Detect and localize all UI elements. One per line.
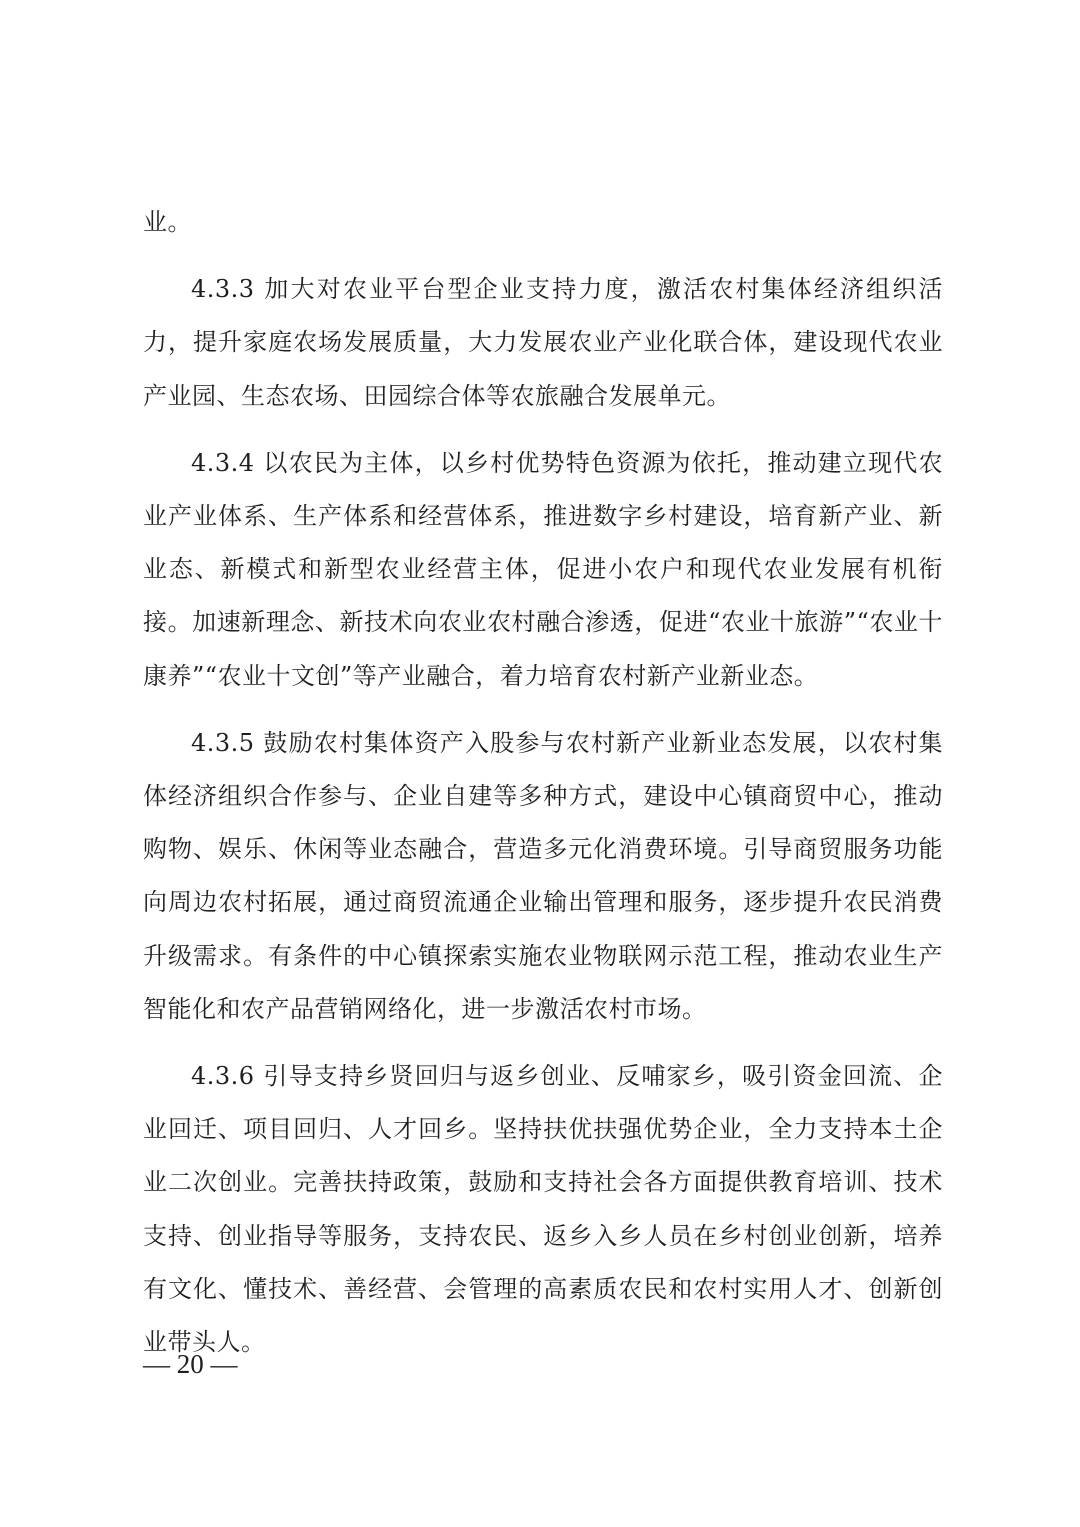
page-number: — 20 — bbox=[143, 1349, 238, 1379]
paragraph-continuation: 业。 bbox=[143, 208, 192, 236]
paragraph-4-3-6: 4.3.6 引导支持乡贤回归与返乡创业、反哺家乡，吸引资金回流、企业回迁、项目回归、人才回乡。坚持扶优扶强优势企业，全力支持本土企业二次创业。完善扶持政策，鼓励和支持社会各方面提供教育培训、技术支持、创业指导等服务，支持农民、返乡入乡人员在乡村创业创新，培养有文化、懂技术、善经营、会管理的高素质农民和农村实用人才、创新创业带头人。 bbox=[143, 1062, 943, 1357]
body-text bbox=[143, 196, 943, 1383]
paragraph-4-3-3: 4.3.3 加大对农业平台型企业支持力度，激活农村集体经济组织活力，提升家庭农场发展质量，大力发展农业产业化联合体，建设现代农业产业园、生态农场、田园综合体等农旅融合发展单元。 bbox=[143, 275, 943, 410]
paragraph-4-3-5: 4.3.5 鼓励农村集体资产入股参与农村新产业新业态发展，以农村集体经济组织合作参与、企业自建等多种方式，建设中心镇商贸中心，推动购物、娱乐、休闲等业态融合，营造多元化消费环境。引导商贸服务功能向周边农村拓展，通过商贸流通企业输出管理和服务，逐步提升农民消费升级需求。有条件的中心镇探索实施农业物联网示范工程，推动农业生产智能化和农产品营销网络化，进一步激活农村市场。 bbox=[143, 728, 943, 1023]
paragraph-4-3-4: 4.3.4 以农民为主体，以乡村优势特色资源为依托，推动建立现代农业产业体系、生产体系和经营体系，推进数字乡村建设，培育新产业、新业态、新模式和新型农业经营主体，促进小农户和现代农业发展有机衔接。加速新理念、新技术向农业农村融合渗透，促进“农业十旅游”“农业十康养”“农业十文创”等产业融合，着力培育农村新产业新业态。 bbox=[143, 448, 943, 690]
